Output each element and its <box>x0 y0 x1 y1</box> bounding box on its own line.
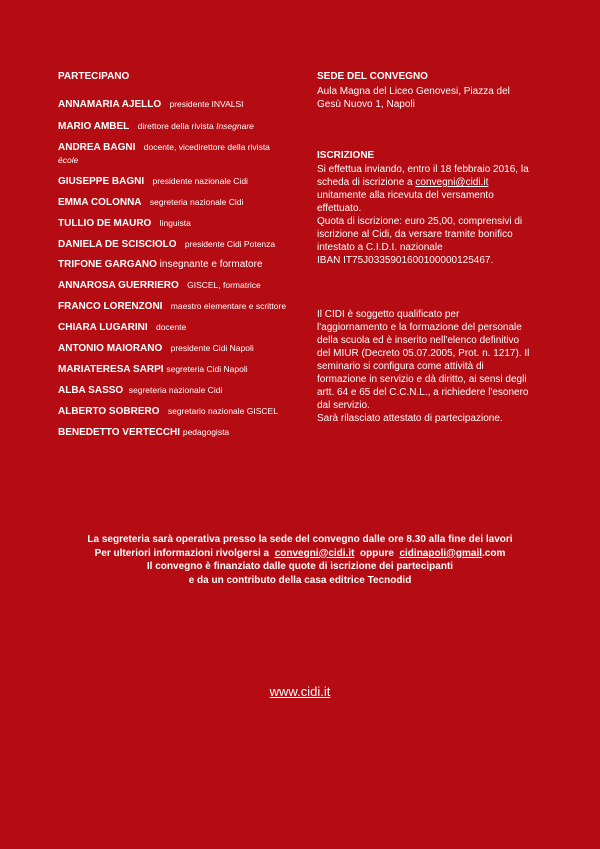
venue-heading: SEDE DEL CONVEGNO <box>317 71 428 82</box>
participant-name: TRIFONE GARGANO <box>58 259 157 270</box>
participants-list <box>58 98 288 439</box>
footer-line-1: La segreteria sarà operativa presso la sede del convegno dalle ore 8.30 alla fine dei lavori <box>87 534 513 545</box>
participant-role: segreteria nazionale Cidi <box>149 197 244 207</box>
registration-fee: Quota di iscrizione: euro 25,00, comprensivi di iscrizione al Cidi, da versare tramite bonifico intestato a C.I.D.I. nazionale <box>317 216 523 253</box>
participant-name: DANIELA DE SCISCIOLO <box>58 239 177 250</box>
participant-item <box>58 300 288 313</box>
participant-name: ANTONIO MAIORANO <box>58 343 163 354</box>
participant-role: segretario nazionale GISCEL <box>167 406 278 416</box>
footer-info <box>0 533 600 587</box>
footer-email-cidi-link[interactable]: convegni@cidi.it <box>274 547 355 559</box>
participant-name: MARIATERESA SARPI <box>58 364 164 375</box>
participant-item <box>58 426 288 439</box>
certificate-note: Sarà rilasciato attestato di partecipazione. <box>317 413 503 424</box>
footer-email-napoli-link[interactable]: cidinapoli@gmail <box>399 547 483 559</box>
participant-role: pedagogista <box>182 427 230 437</box>
participant-role: docente, vicedirettore della rivista école <box>58 142 270 165</box>
participant-name: ALBERTO SOBRERO <box>58 406 160 417</box>
participant-item <box>58 342 288 355</box>
registration-text: Si effettua inviando, entro il 18 febbraio 2016, la scheda di iscrizione a convegni@cidi.it unitamente alla ricevuta del versamento effettuato. Quota di iscrizione: euro 25,00, comprensivi di iscrizione al Cidi, da versare tramite bonifico intestato a C.I.D.I. nazionale IBAN IT75J0335901600100000125467. <box>317 164 529 266</box>
venue-address: Aula Magna del Liceo Genovesi, Piazza del Gesù Nuovo 1, Napoli <box>317 86 510 110</box>
participant-name: FRANCO LORENZONI <box>58 301 163 312</box>
participant-name: CHIARA LUGARINI <box>58 322 148 333</box>
participant-name: ALBA SASSO <box>58 385 124 396</box>
participant-role: direttore della rivista Insegnare <box>137 121 254 131</box>
participant-name: GIUSEPPE BAGNI <box>58 176 145 187</box>
participant-role: GISCEL, formatrice <box>187 280 261 290</box>
footer-line-2: Per ulteriori informazioni rivolgersi a convegni@cidi.it oppure cidinapoli@gmail.com <box>94 547 506 559</box>
participant-item <box>58 384 288 397</box>
participant-item <box>58 279 288 292</box>
participants-heading: PARTECIPANO <box>58 71 130 82</box>
participant-name: TULLIO DE MAURO <box>58 218 152 229</box>
participant-role: presidente Cidi Potenza <box>184 239 276 249</box>
participant-name: ANNAMARIA AJELLO <box>58 99 162 110</box>
participant-item <box>58 321 288 334</box>
participant-item <box>58 217 288 230</box>
participant-role: insegnante e formatore <box>159 259 263 270</box>
info-section <box>317 70 532 425</box>
participant-name: BENEDETTO VERTECCHI <box>58 427 181 438</box>
participant-name: MARIO AMBEL <box>58 121 130 132</box>
participant-item <box>58 363 288 376</box>
participant-item <box>58 120 288 133</box>
participant-role: docente <box>155 322 187 332</box>
participant-role: segreteria Cidi Napoli <box>166 364 248 374</box>
participant-role: linguista <box>159 218 191 228</box>
participant-item <box>58 141 288 167</box>
participant-role: segreteria nazionale Cidi <box>128 385 223 395</box>
website-link[interactable]: www.cidi.it <box>269 684 331 699</box>
participant-item <box>58 175 288 188</box>
footer-line-3: Il convegno è finanziato dalle quote di iscrizione dei partecipanti <box>146 561 454 572</box>
footer-line-4: e da un contributo della casa editrice Tecnodid <box>188 574 412 586</box>
participant-item <box>58 238 288 251</box>
registration-heading: ISCRIZIONE <box>317 150 375 161</box>
participant-item <box>58 196 288 209</box>
participant-item <box>58 405 288 418</box>
participant-role: presidente nazionale Cidi <box>152 176 248 186</box>
participant-item <box>58 259 288 271</box>
participant-item <box>58 98 288 111</box>
cidi-accreditation-note: Il CIDI è soggetto qualificato per l'aggiornamento e la formazione del personale della scuola ed è inserito nell'elenco definitivo del MIUR (Decreto 05.07.2005, Prot. n. 1217). Il seminario si configura come attività di formazione in servizio e dà diritto, ai sensi degli artt. 64 e 65 del C.C.N.L., a richiedere l'esonero dal servizio. Sarà rilasciato attestato di partecipazione. <box>317 309 530 424</box>
participant-name: ANDREA BAGNI <box>58 142 136 153</box>
participant-role: maestro elementare e scrittore <box>170 301 287 311</box>
registration-email-link[interactable]: convegni@cidi.it <box>415 177 489 188</box>
participant-role: presidente Cidi Napoli <box>170 343 254 353</box>
participant-name: EMMA COLONNA <box>58 197 142 208</box>
participant-name: ANNAROSA GUERRIERO <box>58 280 179 291</box>
participants-section <box>58 70 288 447</box>
participant-role: presidente INVALSI <box>169 99 244 109</box>
registration-iban: IBAN IT75J0335901600100000125467. <box>317 255 494 266</box>
